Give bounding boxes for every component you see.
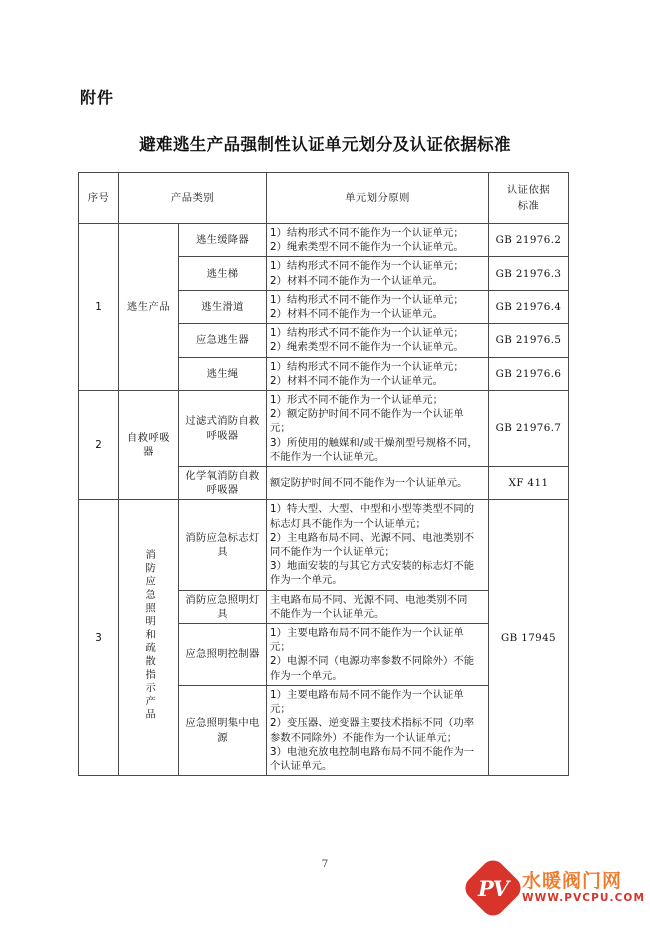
rule-line: 元； [270, 422, 291, 435]
header-seq: 序号 [79, 173, 119, 224]
cell-standard-code: GB 21976.3 [489, 257, 569, 290]
pv-badge-icon [460, 855, 525, 920]
rule-line: 1）特大型、大型、中型和小型等类型不同的 [270, 503, 475, 516]
rule-line: 个认证单元。 [270, 759, 333, 772]
cell-product-name: 化学氧消防自救呼吸器 [179, 467, 267, 500]
rule-line: 不能作为一个认证单元。 [270, 450, 385, 463]
cell-unit-division-rule [267, 290, 489, 323]
rule-line: 2）绳索类型不同不能作为一个认证单元。 [270, 341, 464, 354]
rule-line: 3）所使用的触媒和/或干燥剂型号规格不同， [270, 436, 478, 449]
rule-line: 1）主要电路布局不同不能作为一个认证单 [270, 627, 464, 640]
cell-standard-code: XF 411 [489, 467, 569, 500]
header-category: 产品类别 [119, 173, 267, 224]
cell-product-name: 逃生梯 [179, 257, 267, 290]
cell-standard-code: GB 21976.5 [489, 324, 569, 357]
table-header-row [79, 173, 569, 224]
rule-line: 2）电源不同（电源功率参数不同除外）不能 [270, 655, 475, 668]
cell-unit-division-rule [267, 590, 489, 623]
rule-line: 不能作为一个认证单元。 [270, 607, 385, 620]
rule-line: 2）材料不同不能作为一个认证单元。 [270, 308, 444, 321]
cell-unit-division-rule [267, 685, 489, 775]
cell-product-name: 逃生缓降器 [179, 224, 267, 257]
cell-sequence-number: 1 [79, 224, 119, 391]
watermark-text-block [522, 872, 645, 904]
cell-sequence-number: 2 [79, 391, 119, 500]
header-standard [489, 173, 569, 224]
rule-line: 标志灯具不能作为一个认证单元； [270, 517, 426, 530]
cell-product-name: 消防应急照明灯具 [179, 590, 267, 623]
watermark-logo [470, 862, 645, 914]
header-rule: 单元划分原则 [267, 173, 489, 224]
rule-line: 元； [270, 703, 291, 716]
cell-unit-division-rule [267, 624, 489, 686]
cell-standard-code: GB 21976.7 [489, 391, 569, 467]
rule-line: 1）结构形式不同不能作为一个认证单元； [270, 293, 464, 306]
rule-line: 元； [270, 641, 291, 654]
watermark-brand-cn: 水暖阀门网 [522, 870, 623, 893]
cell-product-category: 自救呼吸器 [119, 391, 179, 500]
watermark-url: WWW.PVCPU.COM [522, 892, 645, 905]
category-vertical-text: 消防应急照明和疏散指示产品 [143, 549, 156, 723]
pv-monogram-text: PV [477, 875, 509, 901]
rule-line: 1）结构形式不同不能作为一个认证单元； [270, 360, 464, 373]
cell-unit-division-rule [267, 467, 489, 500]
rule-line: 2）变压器、逆变器主要技术指标不同（功率 [270, 717, 475, 730]
rule-line: 同不能作为一个认证单元； [270, 546, 395, 559]
cell-unit-division-rule [267, 324, 489, 357]
rule-line: 1）结构形式不同不能作为一个认证单元； [270, 227, 464, 239]
certification-table-wrapper [78, 172, 568, 776]
rule-line: 2）绳索类型不同不能作为一个认证单元。 [270, 241, 464, 254]
rule-line: 1）结构形式不同不能作为一个认证单元； [270, 327, 464, 340]
cell-standard-code: GB 21976.4 [489, 290, 569, 323]
cell-product-name: 逃生绳 [179, 357, 267, 390]
rule-line: 额定防护时间不同不能作为一个认证单元。 [270, 477, 468, 490]
rule-line: 1）主要电路布局不同不能作为一个认证单 [270, 688, 464, 701]
cell-product-name: 应急照明控制器 [179, 624, 267, 686]
rule-line: 1）形式不同不能作为一个认证单元； [270, 394, 444, 407]
header-standard-line2: 标准 [517, 200, 540, 212]
cell-unit-division-rule [267, 391, 489, 467]
cell-unit-division-rule [267, 224, 489, 257]
cell-standard-code: GB 21976.6 [489, 357, 569, 390]
cell-product-name: 应急逃生器 [179, 324, 267, 357]
attachment-label: 附件 [80, 88, 115, 107]
cell-product-name: 应急照明集中电源 [179, 685, 267, 775]
cell-product-name: 逃生滑道 [179, 290, 267, 323]
rule-line: 参数不同除外）不能作为一个认证单元； [270, 731, 458, 744]
cell-unit-division-rule [267, 357, 489, 390]
cell-standard-code: GB 21976.2 [489, 224, 569, 257]
rule-line: 3）地面安装的与其它方式安装的标志灯不能 [270, 560, 475, 573]
rule-line: 作为一个单元。 [270, 574, 343, 587]
cell-unit-division-rule [267, 257, 489, 290]
rule-line: 2）材料不同不能作为一个认证单元。 [270, 274, 444, 287]
cell-standard-code: GB 17945 [489, 500, 569, 776]
rule-line: 作为一个单元。 [270, 669, 343, 682]
table-row [79, 224, 569, 257]
page-title: 避难逃生产品强制性认证单元划分及认证依据标准 [139, 135, 511, 154]
cell-product-name: 消防应急标志灯具 [179, 500, 267, 590]
certification-table [78, 172, 569, 776]
cell-unit-division-rule [267, 500, 489, 590]
cell-sequence-number: 3 [79, 500, 119, 776]
rule-line: 主电路布局不同、光源不同、电池类别不同 [270, 593, 468, 606]
page-number: 7 [321, 858, 329, 870]
rule-line: 3）电池充放电控制电路布局不同不能作为一 [270, 745, 475, 758]
table-row [79, 391, 569, 467]
cell-product-name: 过滤式消防自救呼吸器 [179, 391, 267, 467]
rule-line: 2）材料不同不能作为一个认证单元。 [270, 374, 444, 387]
cell-product-category: 逃生产品 [119, 224, 179, 391]
table-row [79, 500, 569, 590]
rule-line: 1）结构形式不同不能作为一个认证单元； [270, 260, 464, 273]
header-standard-line1: 认证依据 [506, 183, 551, 196]
cell-product-category [119, 500, 179, 776]
rule-line: 2）额定防护时间不同不能作为一个认证单 [270, 408, 464, 421]
rule-line: 2）主电路布局不同、光源不同、电池类别不 [270, 531, 475, 544]
